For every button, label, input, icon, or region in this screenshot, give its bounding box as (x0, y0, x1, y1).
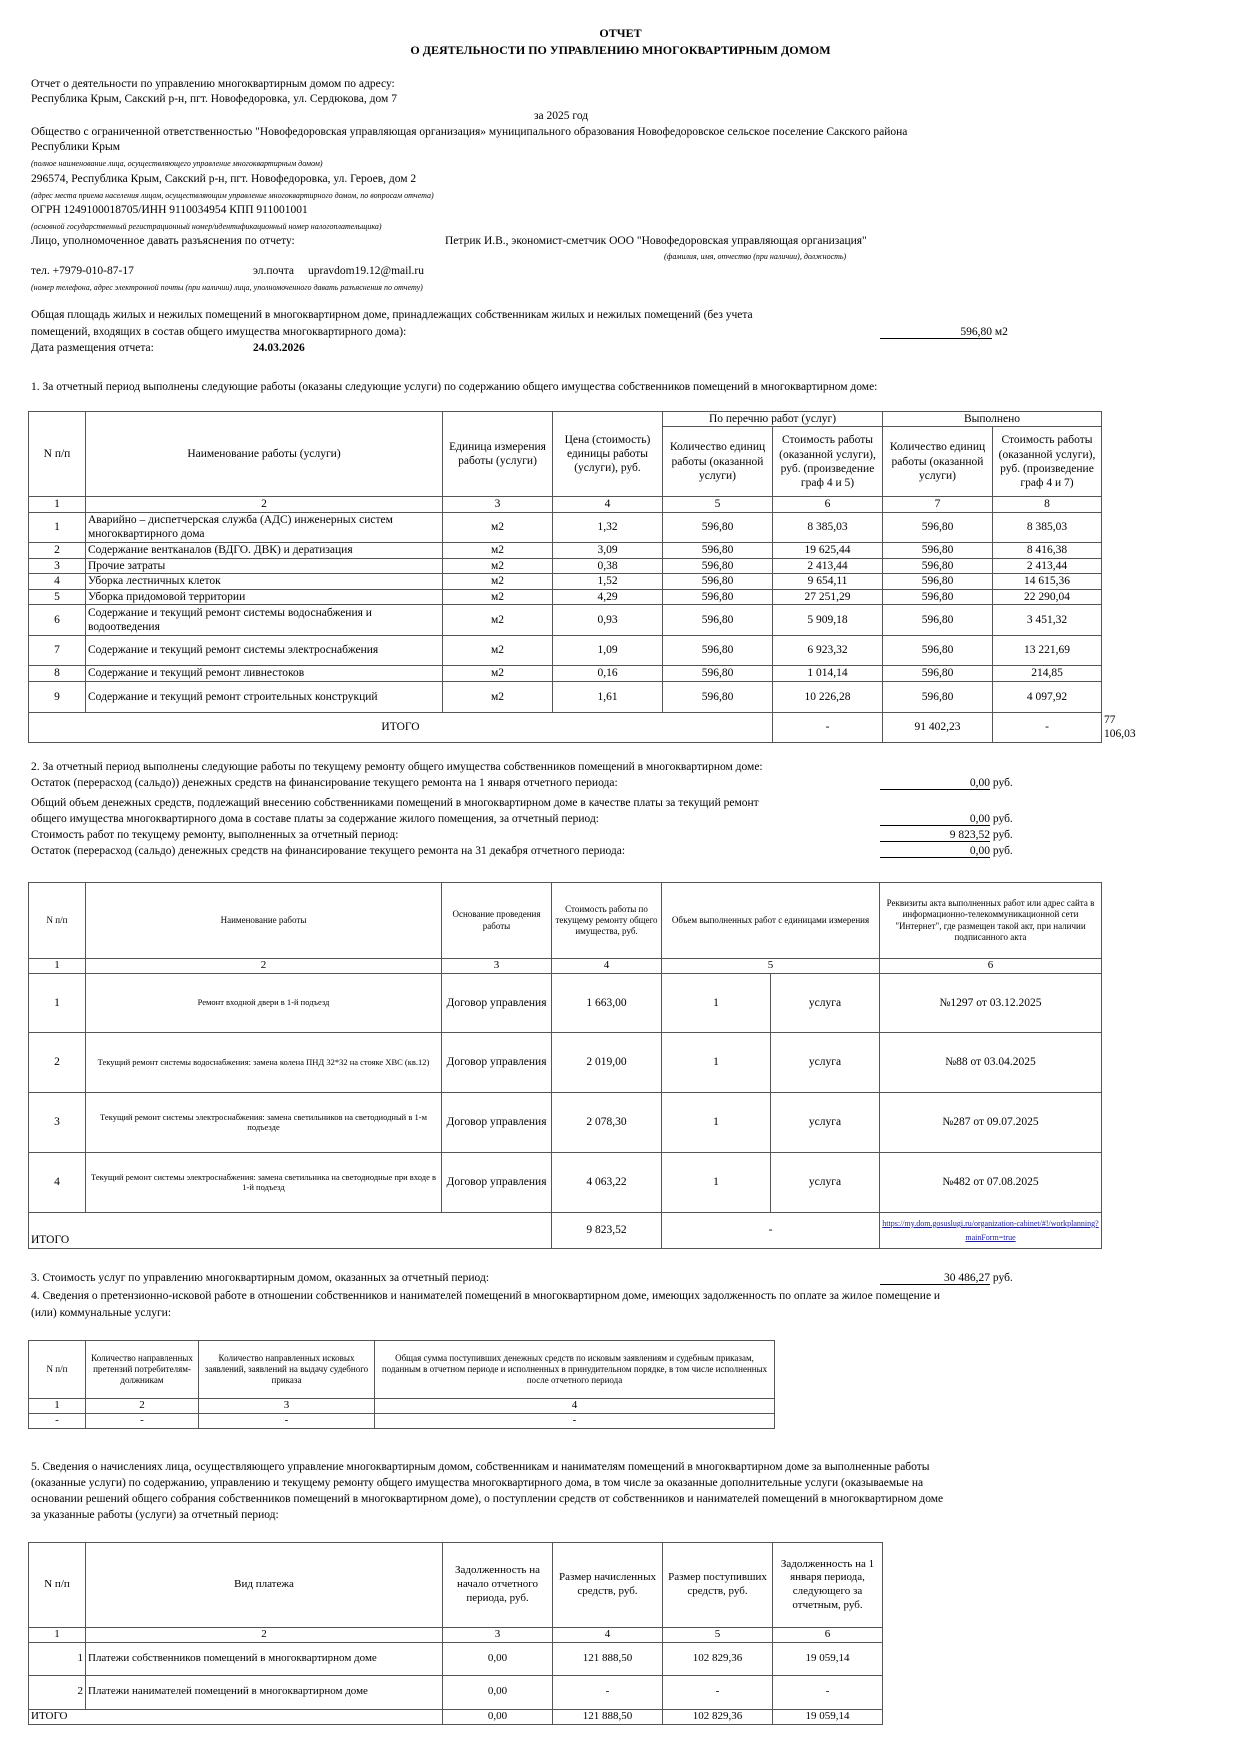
row-name: Содержание и текущий ремонт системы водоснабжения и водоотведения (86, 604, 443, 635)
maintenance-table (28, 411, 1136, 743)
col-group-done: Выполнено (883, 412, 1102, 427)
col-debt-start: Задолженность на начало отчетного периода, руб. (443, 1543, 553, 1628)
col-number: 4 (375, 1399, 775, 1414)
row-accrued: 121 888,50 (553, 1642, 663, 1675)
row-num: 1 (29, 973, 86, 1032)
row-plan-cost: 10 226,28 (773, 681, 883, 712)
col-num: N п/п (29, 1543, 86, 1628)
col-done-qty: Количество единиц работы (оказанной услуги) (883, 427, 993, 497)
col-number: 3 (199, 1399, 375, 1414)
col-number: 6 (880, 959, 1102, 974)
table-row (29, 1092, 1102, 1152)
section4-title: 4. Сведения о претензионно-исковой работе в отношении собственников и нанимателей помещений в многоквартирном доме, имеющих задолженность по оплате за жилое помещение и (31, 1290, 941, 1302)
table-row (29, 1413, 775, 1428)
table-row (29, 665, 1102, 681)
row-name: Содержание и текущий ремонт строительных конструкций (86, 681, 443, 712)
currency: руб. (992, 813, 1013, 825)
col-unit: Единица измерения работы (услуги) (443, 412, 553, 497)
col-number: 7 (883, 497, 993, 512)
row-num: 1 (29, 1642, 86, 1675)
col-type: Вид платежа (86, 1543, 443, 1628)
col-accrued: Размер начисленных средств, руб. (553, 1543, 663, 1628)
email-link[interactable]: upravdom19.12@mail.ru (308, 265, 424, 277)
col-number: 8 (993, 497, 1102, 512)
row-cost: 1 663,00 (552, 973, 662, 1032)
col-number: 5 (663, 497, 773, 512)
row-price: 1,32 (553, 512, 663, 542)
total-debt-start: 0,00 (443, 1709, 553, 1724)
authorized-label: Лицо, уполномоченное давать разъяснения по отчету: (31, 235, 295, 247)
col-plan-cost: Стоимость работы (оказанной услуги), руб. (произведение граф 4 и 5) (773, 427, 883, 497)
org-name-cont: Республики Крым (31, 141, 120, 153)
col-plan-qty: Количество единиц работы (оказанной услуги) (663, 427, 773, 497)
area-value: 596,80 (880, 326, 992, 339)
row-price: 1,09 (553, 635, 663, 665)
row-qty: 1 (662, 1092, 771, 1152)
table-row (29, 1152, 1102, 1212)
row-price: 0,16 (553, 665, 663, 681)
row-plan-cost: 9 654,11 (773, 574, 883, 589)
row-done-cost: 8 385,03 (993, 512, 1102, 542)
col-basis: Основание проведения работы (442, 883, 552, 959)
row-received: 102 829,36 (663, 1642, 773, 1675)
total-plan-cost: 91 402,23 (883, 712, 993, 742)
row-price: 0,93 (553, 604, 663, 635)
col-number: 2 (86, 959, 442, 974)
col-done-cost: Стоимость работы (оказанной услуги), руб. (произведение граф 4 и 7) (993, 427, 1102, 497)
row-cost: 2 078,30 (552, 1092, 662, 1152)
row-unit: м2 (443, 665, 553, 681)
row-done-cost: 13 221,69 (993, 635, 1102, 665)
row-act: №88 от 03.04.2025 (880, 1032, 1102, 1092)
row-done-cost: 22 290,04 (993, 589, 1102, 604)
table-row (29, 589, 1102, 604)
row-name: Содержание вентканалов (ВДГО. ДВК) и дератизация (86, 542, 443, 558)
row-plan-qty: 596,80 (663, 665, 773, 681)
row-plan-cost: 5 909,18 (773, 604, 883, 635)
row-price: 1,61 (553, 681, 663, 712)
row-unit: м2 (443, 512, 553, 542)
section3-title: 3. Стоимость услуг по управлению многоквартирным домом, оказанных за отчетный период: (31, 1272, 490, 1284)
row-unit: м2 (443, 681, 553, 712)
row-done-qty: 596,80 (883, 589, 993, 604)
col-num: N п/п (29, 883, 86, 959)
repair-table (28, 882, 1102, 1249)
row-done-cost: 8 416,38 (993, 542, 1102, 558)
row-unit: м2 (443, 589, 553, 604)
report-subtitle: О ДЕЯТЕЛЬНОСТИ ПО УПРАВЛЕНИЮ МНОГОКВАРТИРНЫМ ДОМОМ (410, 43, 831, 57)
row-cost: 4 063,22 (552, 1152, 662, 1212)
ogrn-inn: ОГРН 1249100018705/ИНН 9110034954 КПП 911001001 (31, 204, 308, 216)
row-done-cost: 2 413,44 (993, 558, 1102, 573)
date-label: Дата размещения отчета: (31, 342, 154, 354)
col-volume: Объем выполненных работ с единицами измерения (662, 883, 880, 959)
balance-start-value: 0,00 (880, 777, 990, 790)
col-number: 2 (86, 1628, 443, 1643)
row-num: 7 (29, 635, 86, 665)
total-volume: - (662, 1212, 880, 1248)
currency: руб. (992, 829, 1013, 841)
row-name: Ремонт входной двери в 1-й подъезд (86, 973, 442, 1032)
row-unit: м2 (443, 604, 553, 635)
table-row (29, 681, 1102, 712)
balance-end-label: Остаток (перерасход (сальдо) денежных средств на финансирование текущего ремонта на 31 декабря отчетного периода: (31, 845, 626, 857)
col-number: 1 (29, 1399, 86, 1414)
section5-title: 5. Сведения о начислениях лица, осуществляющего управление многоквартирным домом, собственникам и нанимателям помещений в многоквартирном доме за выполненные работы (31, 1461, 930, 1473)
table-row (29, 973, 1102, 1032)
total-label: ИТОГО (29, 1709, 443, 1724)
col-received: Размер поступивших средств, руб. (663, 1543, 773, 1628)
row-done-qty: 596,80 (883, 512, 993, 542)
table-row (29, 604, 1102, 635)
row-price: 0,38 (553, 558, 663, 573)
date-value: 24.03.2026 (253, 342, 305, 354)
col-number: 4 (553, 497, 663, 512)
row-done-qty: 596,80 (883, 681, 993, 712)
col-number: 6 (773, 1628, 883, 1643)
col-number: 1 (29, 959, 86, 974)
row-type: Платежи собственников помещений в многоквартирном доме (86, 1642, 443, 1675)
col-price: Цена (стоимость) единицы работы (услуги), руб. (553, 412, 663, 497)
total-funds-label-cont: общего имущества многоквартирного дома в составе платы за содержание жилого помещения, за отчетный период: (31, 813, 600, 825)
row-act: №1297 от 03.12.2025 (880, 973, 1102, 1032)
col-number: 3 (443, 497, 553, 512)
row-qty: 1 (662, 1152, 771, 1212)
section1-title: 1. За отчетный период выполнены следующие работы (оказаны следующие услуги) по содержанию общего имущества собственников помещений в многоквартирном доме: (31, 381, 878, 393)
row-done-cost: 3 451,32 (993, 604, 1102, 635)
authorized-person: Петрик И.В., экономист-сметчик ООО "Новофедоровская управляющая организация" (445, 235, 867, 247)
row-plan-cost: 8 385,03 (773, 512, 883, 542)
row-done-qty: 596,80 (883, 604, 993, 635)
report-period: за 2025 год (534, 110, 589, 122)
currency: руб. (992, 1272, 1013, 1284)
row-basis: Договор управления (442, 1092, 552, 1152)
area-text-cont: помещений, входящих в состав общего имущества многоквартирного дома): (31, 326, 407, 338)
row-name: Аварийно – диспетчерская служба (АДС) инженерных систем многоквартирного дома (86, 512, 443, 542)
row-plan-cost: 6 923,32 (773, 635, 883, 665)
claims-table (28, 1340, 775, 1429)
row-debt-start: 0,00 (443, 1642, 553, 1675)
row-num: 3 (29, 558, 86, 573)
balance-start-label: Остаток (перерасход (сальдо)) денежных средств на финансирование текущего ремонта на 1 января отчетного периода: (31, 777, 618, 789)
row-act: №287 от 09.07.2025 (880, 1092, 1102, 1152)
cell: - (199, 1413, 375, 1428)
total-debt-end: 19 059,14 (773, 1709, 883, 1724)
total-label: ИТОГО (29, 712, 773, 742)
row-name: Уборка придомовой территории (86, 589, 443, 604)
col-number: 4 (553, 1628, 663, 1643)
address-text: Республика Крым, Сакский р-н, пгт. Новофедоровка, ул. Сердюкова, дом 7 (31, 93, 397, 105)
col-num: N п/п (29, 1341, 86, 1399)
row-num: 4 (29, 574, 86, 589)
currency: руб. (992, 845, 1013, 857)
row-qty: 1 (662, 1032, 771, 1092)
col-number: 2 (86, 1399, 199, 1414)
section5-title-2: (оказанные услуги) по содержанию, управлению и текущему ремонту общего имущества многоквартирного дома, в том числе за оказанные дополнительные услуги (оказываемые на (31, 1477, 924, 1489)
row-unit: услуга (771, 1152, 880, 1212)
row-done-qty: 596,80 (883, 558, 993, 573)
col-number: 5 (662, 959, 880, 974)
row-name: Текущий ремонт системы электроснабжения: замена светильников на светодиодный в 1-м подъезде (86, 1092, 442, 1152)
total-row (29, 1212, 1102, 1248)
row-cost: 2 019,00 (552, 1032, 662, 1092)
col-sum: Общая сумма поступивших денежных средств по исковым заявлениям и судебным приказам, поданным в отчетном периоде и исполненных в принудительном порядке, в том числе исполненных после отчетного периода (375, 1341, 775, 1399)
cell: - (29, 1413, 86, 1428)
row-num: 6 (29, 604, 86, 635)
management-cost-value: 30 486,27 (880, 1272, 990, 1285)
col-group-plan: По перечню работ (услуг) (663, 412, 883, 427)
row-unit: м2 (443, 635, 553, 665)
reception-address: 296574, Республика Крым, Сакский р-н, пгт. Новофедоровка, ул. Героев, дом 2 (31, 173, 417, 185)
row-name: Содержание и текущий ремонт ливнестоков (86, 665, 443, 681)
col-debt-end: Задолженность на 1 января периода, следующего за отчетным, руб. (773, 1543, 883, 1628)
row-plan-qty: 596,80 (663, 574, 773, 589)
balance-end-value: 0,00 (880, 845, 990, 858)
row-act: №482 от 07.08.2025 (880, 1152, 1102, 1212)
total-cost: 9 823,52 (552, 1212, 662, 1248)
row-debt-end: - (773, 1675, 883, 1709)
row-name: Содержание и текущий ремонт системы электроснабжения (86, 635, 443, 665)
works-cost-value: 9 823,52 (880, 829, 990, 842)
area-text: Общая площадь жилых и нежилых помещений в многоквартирном доме, принадлежащих собственникам жилых и нежилых помещений (без учета (31, 309, 753, 321)
org-name: Общество с ограниченной ответственностью "Новофедоровская управляющая организация» муниципального образования Новофедоровское сельское поселение Сакского района (31, 126, 908, 138)
row-unit: м2 (443, 574, 553, 589)
row-unit: услуга (771, 1032, 880, 1092)
row-name: Текущий ремонт системы электроснабжения: замена светильника на светодиодные при входе в 1-й подъезд (86, 1152, 442, 1212)
row-plan-qty: 596,80 (663, 558, 773, 573)
row-plan-cost: 1 014,14 (773, 665, 883, 681)
table-row (29, 1642, 883, 1675)
row-basis: Договор управления (442, 1152, 552, 1212)
table-row (29, 1032, 1102, 1092)
col-act: Реквизиты акта выполненных работ или адрес сайта в информационно-телекоммуникационной сети "Интернет", где размещен такой акт, при наличии подписанного акта (880, 883, 1102, 959)
row-basis: Договор управления (442, 973, 552, 1032)
row-plan-cost: 19 625,44 (773, 542, 883, 558)
row-plan-qty: 596,80 (663, 681, 773, 712)
row-plan-qty: 596,80 (663, 635, 773, 665)
row-num: 8 (29, 665, 86, 681)
contact-caption: (номер телефона, адрес электронной почты (при наличии) лица, уполномоченного давать разъяснения по отчету) (31, 283, 423, 292)
address-label: Отчет о деятельности по управлению многоквартирным домом по адресу: (31, 78, 395, 90)
col-number: 1 (29, 1628, 86, 1643)
row-num: 2 (29, 1032, 86, 1092)
row-plan-qty: 596,80 (663, 589, 773, 604)
row-type: Платежи нанимателей помещений в многоквартирном доме (86, 1675, 443, 1709)
col-cost: Стоимость работы по текущему ремонту общего имущества, руб. (552, 883, 662, 959)
col-number: 4 (552, 959, 662, 974)
row-debt-end: 19 059,14 (773, 1642, 883, 1675)
total-row (29, 1709, 883, 1724)
row-qty: 1 (662, 973, 771, 1032)
row-price: 3,09 (553, 542, 663, 558)
cell: - (86, 1413, 199, 1428)
row-plan-qty: 596,80 (663, 542, 773, 558)
cell: - (375, 1413, 775, 1428)
row-unit: м2 (443, 542, 553, 558)
phone: тел. +7979-010-87-17 (31, 265, 134, 277)
row-plan-cost: 27 251,29 (773, 589, 883, 604)
ogrn-caption: (основной государственный регистрационный номер/идентификационный номер налогоплательщика) (31, 222, 382, 231)
row-num: 1 (29, 512, 86, 542)
col-number: 5 (663, 1628, 773, 1643)
row-name: Прочие затраты (86, 558, 443, 573)
total-plan-qty: - (773, 712, 883, 742)
row-received: - (663, 1675, 773, 1709)
col-lawsuits: Количество направленных исковых заявлений, заявлений на выдачу судебного приказа (199, 1341, 375, 1399)
table-row (29, 1675, 883, 1709)
row-done-qty: 596,80 (883, 665, 993, 681)
col-name: Наименование работы (86, 883, 442, 959)
row-price: 1,52 (553, 574, 663, 589)
total-funds-label: Общий объем денежных средств, подлежащий внесению собственниками помещений в многоквартирном доме в качестве платы за текущий ремонт (31, 797, 759, 809)
row-accrued: - (553, 1675, 663, 1709)
gis-link[interactable]: https://my.dom.gosuslugi.ru/organization-cabinet/#!/workplanning?mainForm=true (882, 1218, 1099, 1243)
row-name: Текущий ремонт системы водоснабжения: замена колена ПНД 32*32 на стояке ХВС (кв.12) (86, 1032, 442, 1092)
row-plan-cost: 2 413,44 (773, 558, 883, 573)
total-act-cell (880, 1212, 1102, 1248)
section4-title-cont: (или) коммунальные услуги: (31, 1307, 172, 1319)
section2-title: 2. За отчетный период выполнены следующие работы по текущему ремонту общего имущества собственников помещений в многоквартирном доме: (31, 761, 763, 773)
total-label: ИТОГО (29, 1212, 552, 1248)
row-basis: Договор управления (442, 1032, 552, 1092)
authorized-caption: (фамилия, имя, отчество (при наличии), должность) (664, 252, 847, 261)
row-done-qty: 596,80 (883, 574, 993, 589)
reception-caption: (адрес места приема населения лицом, осуществляющим управление многоквартирного домом, по вопросам отчета) (31, 191, 434, 200)
col-number: 1 (29, 497, 86, 512)
total-funds-value: 0,00 (880, 813, 990, 826)
row-num: 2 (29, 542, 86, 558)
payments-table (28, 1542, 883, 1725)
row-unit: услуга (771, 973, 880, 1032)
row-num: 3 (29, 1092, 86, 1152)
table-row (29, 542, 1102, 558)
table-row (29, 574, 1102, 589)
total-row: ИТОГО - 91 402,23 - 77 106,03 (29, 712, 1102, 742)
col-claims: Количество направленных претензий потребителям-должникам (86, 1341, 199, 1399)
row-done-cost: 214,85 (993, 665, 1102, 681)
row-plan-qty: 596,80 (663, 604, 773, 635)
report-title: ОТЧЕТ (599, 26, 642, 40)
total-accrued: 121 888,50 (553, 1709, 663, 1724)
row-num: 2 (29, 1675, 86, 1709)
col-number: 2 (86, 497, 443, 512)
col-name: Наименование работы (услуги) (86, 412, 443, 497)
area-unit: м2 (994, 326, 1008, 338)
row-num: 5 (29, 589, 86, 604)
row-unit: услуга (771, 1092, 880, 1152)
section5-title-3: основании решений общего собрания собственников помещений в многоквартирном доме), о поступлении средств от собственников и нанимателей помещений в многоквартирном доме (31, 1493, 944, 1505)
col-number: 6 (773, 497, 883, 512)
row-debt-start: 0,00 (443, 1675, 553, 1709)
row-done-qty: 596,80 (883, 635, 993, 665)
row-done-cost: 4 097,92 (993, 681, 1102, 712)
col-num: N п/п (29, 412, 86, 497)
row-done-cost: 14 615,36 (993, 574, 1102, 589)
section5-title-4: за указанные работы (услуги) за отчетный период: (31, 1509, 279, 1521)
email-label: эл.почта (253, 265, 295, 277)
row-price: 4,29 (553, 589, 663, 604)
col-number: 3 (443, 1628, 553, 1643)
table-row (29, 558, 1102, 573)
org-name-caption: (полное наименование лица, осуществляющего управление многоквартирным домом) (31, 159, 323, 168)
table-row (29, 635, 1102, 665)
total-done-qty: - (993, 712, 1102, 742)
col-number: 3 (442, 959, 552, 974)
table-row (29, 512, 1102, 542)
row-plan-qty: 596,80 (663, 512, 773, 542)
total-received: 102 829,36 (663, 1709, 773, 1724)
area-value-row (880, 326, 1008, 339)
row-unit: м2 (443, 558, 553, 573)
currency: руб. (992, 777, 1013, 789)
works-cost-label: Стоимость работ по текущему ремонту, выполненных за отчетный период: (31, 829, 399, 841)
row-name: Уборка лестничных клеток (86, 574, 443, 589)
row-num: 4 (29, 1152, 86, 1212)
row-done-qty: 596,80 (883, 542, 993, 558)
row-num: 9 (29, 681, 86, 712)
